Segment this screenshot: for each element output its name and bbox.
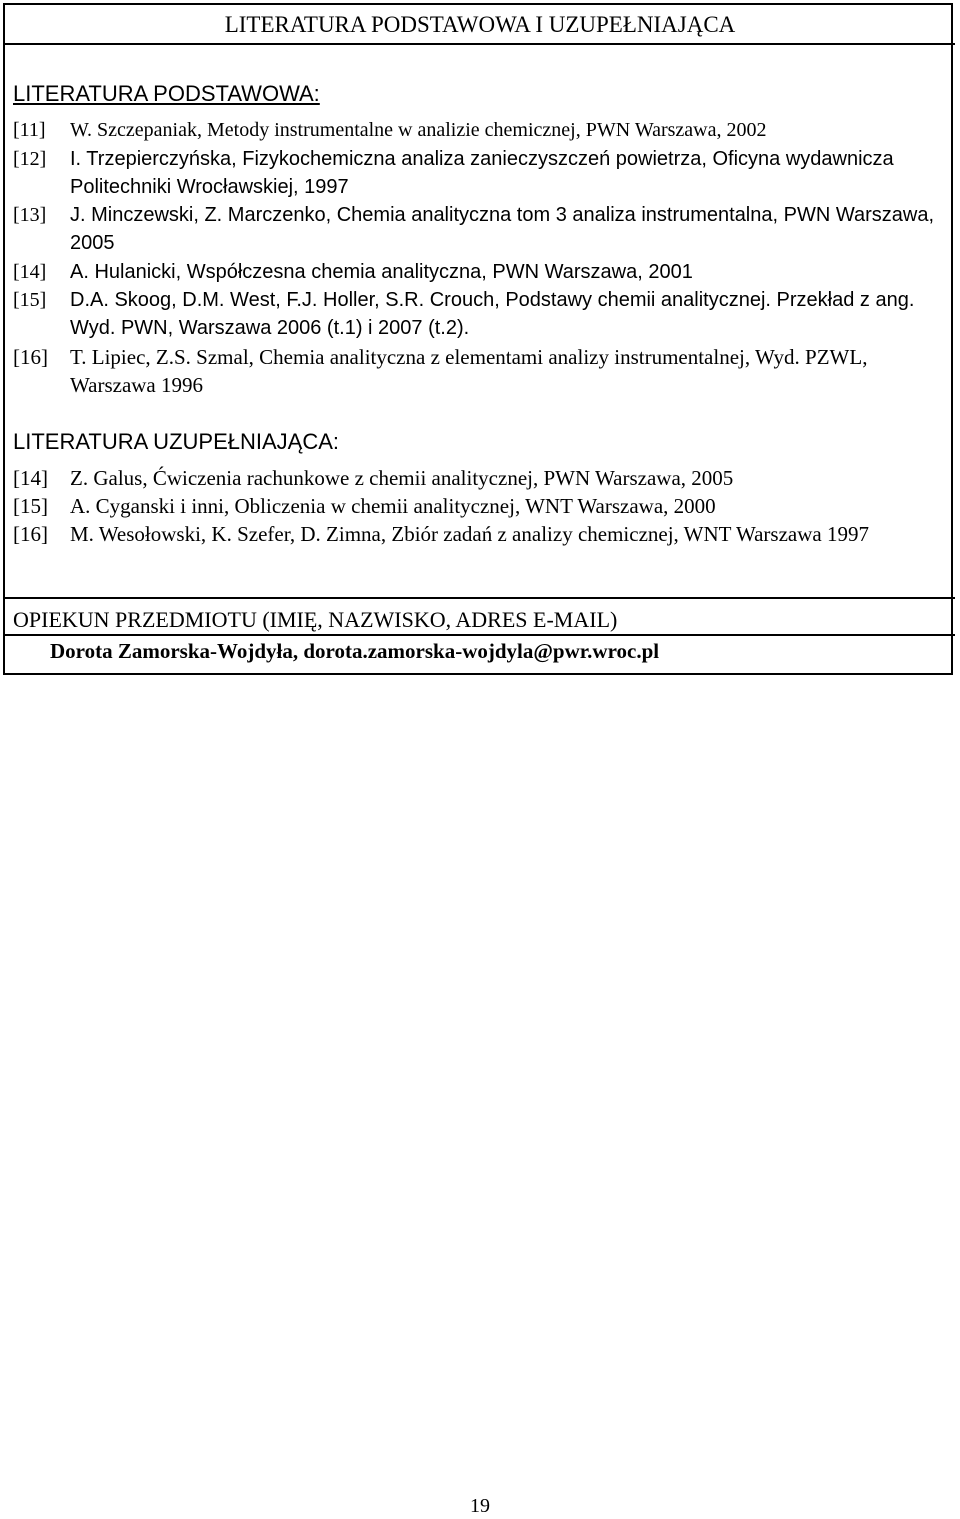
entry-text: M. Wesołowski, K. Szefer, D. Zimna, Zbiór zadań z analizy chemicznej, WNT Warszawa 1997 [70, 522, 869, 546]
entry-text: W. Szczepaniak, Metody instrumentalne w analizie chemicznej, PWN Warszawa, 2002 [70, 119, 767, 141]
entry-number: [11] [13, 119, 46, 141]
section-divider [5, 597, 955, 599]
basic-entry [13, 201, 943, 257]
page-number: 19 [470, 1495, 490, 1517]
entry-number: [16] [13, 345, 48, 369]
basic-entry [13, 286, 943, 342]
entry-number: [13] [13, 204, 47, 226]
basic-literature-heading: LITERATURA PODSTAWOWA: [13, 81, 320, 106]
tutor-divider [5, 634, 955, 636]
entry-text: T. Lipiec, Z.S. Szmal, Chemia analityczna z elementami analizy instrumentalnej, Wyd. PZWL, Warszawa 1996 [70, 345, 868, 397]
entry-number: [16] [13, 522, 48, 546]
supplementary-entry [13, 464, 943, 492]
entry-number: [15] [13, 289, 47, 311]
section-title: LITERATURA PODSTAWOWA I UZUPEŁNIAJĄCA [224, 12, 736, 37]
basic-entry [13, 145, 943, 201]
entry-text: D.A. Skoog, D.M. West, F.J. Holler, S.R. Crouch, Podstawy chemii analitycznej. Przekład z ang. Wyd. PWN, Warszawa 2006 (t.1) i 2007 (t.2). [70, 289, 915, 339]
entry-number: [12] [13, 148, 47, 170]
entry-text: Z. Galus, Ćwiczenia rachunkowe z chemii analitycznej, PWN Warszawa, 2005 [70, 466, 734, 490]
tutor-contact: Dorota Zamorska-Wojdyła, dorota.zamorska-wojdyla@pwr.wroc.pl [50, 639, 660, 663]
supplementary-entry [13, 492, 943, 520]
supplementary-entry [13, 520, 943, 548]
supplementary-literature-heading: LITERATURA UZUPEŁNIAJĄCA: [13, 429, 339, 454]
entry-text: A. Cyganski i inni, Obliczenia w chemii analitycznej, WNT Warszawa, 2000 [70, 494, 716, 518]
entry-number: [15] [13, 494, 48, 518]
entry-text: J. Minczewski, Z. Marczenko, Chemia analityczna tom 3 analiza instrumentalna, PWN Warszawa, 2005 [70, 204, 934, 254]
basic-entry [13, 116, 943, 144]
basic-entry [13, 258, 943, 286]
tutor-heading: OPIEKUN PRZEDMIOTU (IMIĘ, NAZWISKO, ADRES E-MAIL) [13, 607, 618, 632]
entry-text: A. Hulanicki, Współczesna chemia analityczna, PWN Warszawa, 2001 [70, 261, 693, 283]
entry-number: [14] [13, 261, 47, 283]
basic-entry [13, 343, 943, 399]
entry-number: [14] [13, 466, 48, 490]
title-divider [5, 43, 955, 45]
entry-text: I. Trzepierczyńska, Fizykochemiczna analiza zanieczyszczeń powietrza, Oficyna wydawnicza Politechniki Wrocławskiej, 1997 [70, 148, 894, 198]
